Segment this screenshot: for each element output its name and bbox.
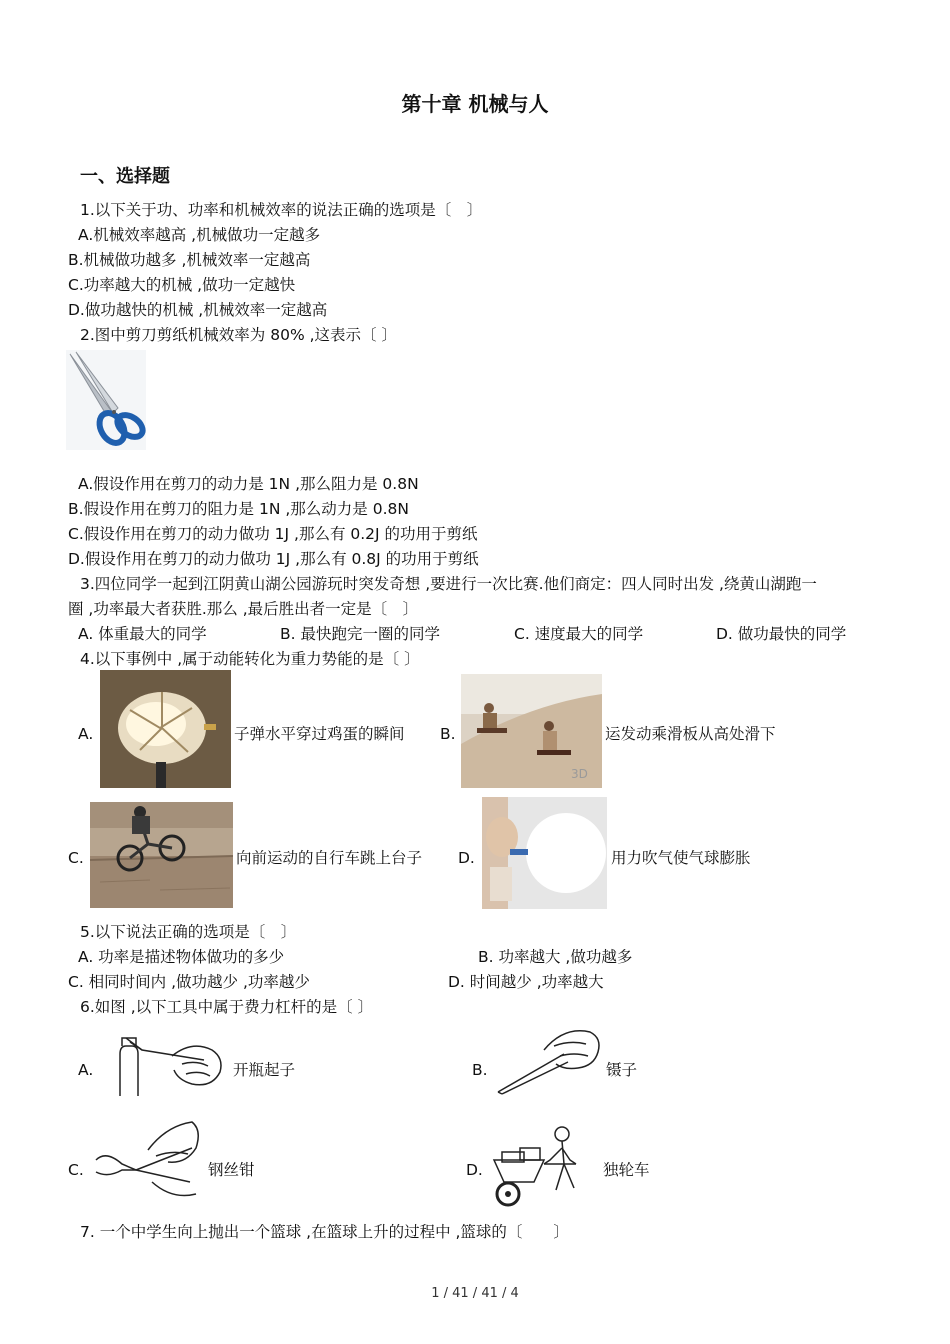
q5-option-a: A. 功率是描述物体做功的多少 xyxy=(78,948,285,966)
q1-option-b: B.机械做功越多 ,机械效率一定越高 xyxy=(68,251,311,269)
tweezers-drawing xyxy=(494,1022,604,1096)
q6-option-a-text: 开瓶起子 xyxy=(233,1061,296,1079)
q4-option-d-letter: D. xyxy=(458,849,475,867)
q6-option-d-letter: D. xyxy=(466,1161,483,1179)
q3-option-b: B. 最快跑完一圈的同学 xyxy=(280,625,440,643)
egg-bullet-photo xyxy=(100,670,231,788)
q4-option-a-text: 子弹水平穿过鸡蛋的瞬间 xyxy=(234,725,405,743)
q1-option-d: D.做功越快的机械 ,机械效率一定越高 xyxy=(68,301,328,319)
q1-option-c: C.功率越大的机械 ,做功一定越快 xyxy=(68,276,296,294)
q4-option-c-letter: C. xyxy=(68,849,84,867)
balloon-photo xyxy=(482,797,607,909)
q6-option-c-text: 钢丝钳 xyxy=(208,1161,255,1179)
scissors-image xyxy=(66,350,146,450)
q5-option-c: C. 相同时间内 ,做功越少 ,功率越少 xyxy=(68,973,310,991)
q4-option-a-letter: A. xyxy=(78,725,94,743)
q4-option-b-text: 运发动乘滑板从高处滑下 xyxy=(605,725,776,743)
wheelbarrow-drawing xyxy=(490,1124,600,1210)
question-3-stem-line1: 3.四位同学一起到江阴黄山湖公园游玩时突发奇想 ,要进行一次比赛.他们商定：四人同时出发 ,绕黄山湖跑一 xyxy=(80,575,817,593)
q3-option-c: C. 速度最大的同学 xyxy=(514,625,644,643)
section-heading: 一、选择题 xyxy=(80,166,170,187)
q6-option-d-text: 独轮车 xyxy=(603,1161,650,1179)
question-1-stem: 1.以下关于功、功率和机械效率的说法正确的选项是〔 〕 xyxy=(80,201,483,219)
q1-option-a: A.机械效率越高 ,机械做功一定越多 xyxy=(78,226,321,244)
q4-option-b-letter: B. xyxy=(440,725,456,743)
q2-option-d: D.假设作用在剪刀的动力做功 1J ,那么有 0.8J 的功用于剪纸 xyxy=(68,550,479,568)
page-title: 第十章 机械与人 xyxy=(401,92,549,116)
question-6-stem: 6.如图 ,以下工具中属于费力杠杆的是〔 〕 xyxy=(80,998,374,1016)
q6-option-b-letter: B. xyxy=(472,1061,488,1079)
question-4-stem: 4.以下事例中 ,属于动能转化为重力势能的是〔 〕 xyxy=(80,650,420,668)
q4-option-c-text: 向前运动的自行车跳上台子 xyxy=(236,849,423,867)
question-5-stem: 5.以下说法正确的选项是〔 〕 xyxy=(80,923,297,941)
question-3-stem-line2: 圈 ,功率最大者获胜.那么 ,最后胜出者一定是〔 〕 xyxy=(68,600,419,618)
svg-text:3D: 3D xyxy=(571,767,588,781)
question-7-stem: 7. 一个中学生向上抛出一个篮球 ,在篮球上升的过程中 ,篮球的〔 〕 xyxy=(80,1223,569,1241)
page-footer: 1 / 41 / 41 / 4 xyxy=(431,1286,519,1301)
pliers-drawing xyxy=(92,1120,204,1202)
q2-option-a: A.假设作用在剪刀的动力是 1N ,那么阻力是 0.8N xyxy=(78,475,419,493)
q3-option-d: D. 做功最快的同学 xyxy=(716,625,847,643)
q6-option-b-text: 镊子 xyxy=(606,1061,638,1079)
q5-option-b: B. 功率越大 ,做功越多 xyxy=(478,948,633,966)
question-2-stem: 2.图中剪刀剪纸机械效率为 80% ,这表示〔 〕 xyxy=(80,326,397,344)
q4-option-d-text: 用力吹气使气球膨胀 xyxy=(611,849,751,867)
q5-option-d: D. 时间越少 ,功率越大 xyxy=(448,973,604,991)
q6-option-a-letter: A. xyxy=(78,1061,94,1079)
q2-option-b: B.假设作用在剪刀的阻力是 1N ,那么动力是 0.8N xyxy=(68,500,409,518)
bike-jump-photo xyxy=(90,802,233,908)
q6-option-c-letter: C. xyxy=(68,1161,84,1179)
sandboard-photo xyxy=(461,674,602,788)
q3-option-a: A. 体重最大的同学 xyxy=(78,625,207,643)
bottle-opener-drawing xyxy=(112,1030,230,1098)
q2-option-c: C.假设作用在剪刀的动力做功 1J ,那么有 0.2J 的功用于剪纸 xyxy=(68,525,478,543)
